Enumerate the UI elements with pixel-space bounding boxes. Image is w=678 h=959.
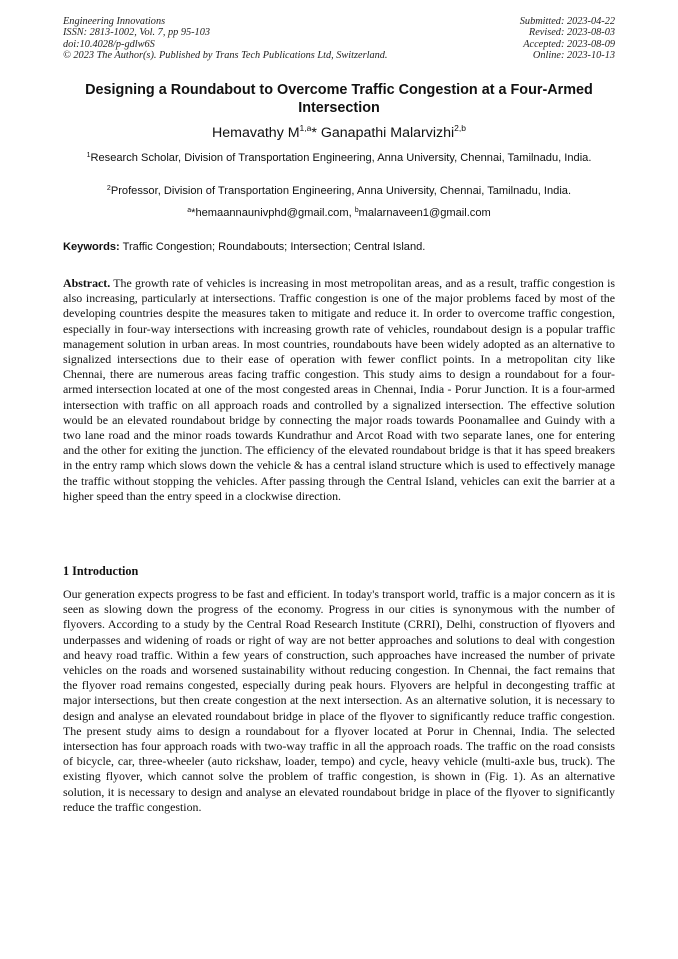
email-superscript: a [187, 207, 192, 214]
corresponding-mark: * [311, 125, 317, 141]
email-superscript: b [354, 207, 359, 214]
email-link[interactable]: *hemaannaunivphd@gmail.com [191, 207, 349, 219]
copyright: © 2023 The Author(s). Published by Trans Tech Publications Ltd, Switzerland. [63, 49, 388, 61]
affiliation-superscript: 2 [106, 185, 111, 192]
author-name: Ganapathi Malarvizhi [320, 125, 455, 141]
keywords-label: Keywords: [63, 241, 120, 253]
doi: doi:10.4028/p-gdlw6S [63, 38, 155, 50]
email-link[interactable]: malarnaveen1@gmail.com [358, 207, 491, 219]
affiliation-1 [63, 151, 615, 166]
introduction-body: Our generation expects progress to be fast and efficient. In today's transport world, traffic is a major concern as it is seen as slowing down the progress of the economy. Progress in our cities is synonymous with the number of flyovers. According to a study by the Central Road Research Institute (CRRI), Delhi, construction of flyovers and underpasses and widening of roads or right of way are not better approaches and solutions to deal with congestion and heavy road traffic. Within a few years of construction, such approaches have increased the number of private vehicles on the roads and worsened sustainability without reducing congestion. In Chennai, the fact remains that the flyover road remains congested, especially during peak hours. Flyovers are helpful in decongesting traffic at major intersections, but then create congestion at the next intersection. As an alternative solution, it is necessary to design and analyse an elevated roundabout bridge in place of the flyover to significantly reduce traffic congestion. The present study aims to design a roundabout for a flyover located at Porur in Chennai, India. The selected intersection has four approach roads with two-way traffic in all the approach roads. The traffic on the road consists of bicycle, car, three-wheeler (auto rickshaw, loader, tempo) and cycle, heavy vehicle (multi-axle bus, truck). The existing flyover, which cannot solve the problem of traffic congestion, is shown in (Fig. 1). As an alternative solution, it is necessary to design and analyse an elevated roundabout bridge in place of the flyover to significantly reduce the traffic congestion. [63, 587, 615, 814]
author-superscript: 1,a [299, 123, 312, 133]
submitted-date: Submitted: 2023-04-22 [519, 16, 615, 27]
affiliation-superscript: 1 [86, 152, 91, 159]
accepted-date: Accepted: 2023-08-09 [523, 38, 615, 50]
affiliation-text: Research Scholar, Division of Transportation Engineering, Anna University, Chennai, Tamilnadu, India. [90, 152, 592, 164]
author-line [63, 124, 615, 142]
keywords [63, 240, 615, 255]
abstract-label: Abstract. [63, 276, 111, 290]
author-superscript: 2,b [454, 123, 466, 133]
affiliation-text: Professor, Division of Transportation Engineering, Anna University, Chennai, Tamilnadu, India. [110, 185, 572, 197]
section-heading: 1 Introduction [63, 564, 139, 578]
paper-title: Designing a Roundabout to Overcome Traffic Congestion at a Four-Armed Intersection [85, 82, 593, 116]
online-date: Online: 2023-10-13 [532, 49, 615, 61]
journal-header-right [415, 16, 615, 61]
journal-header-left [63, 16, 443, 61]
issn: ISSN: 2813-1002, Vol. 7, pp 95-103 [63, 27, 211, 39]
journal-name: Engineering Innovations [63, 16, 166, 27]
abstract [63, 276, 615, 504]
email-line: $^a$*hemaannaunivphd@gmail.com, $^b$malarnaveen1@gmail.com [187, 207, 491, 219]
abstract-text: The growth rate of vehicles is increasing in most metropolitan areas, and as a result, traffic congestion is also increasing, particularly at intersections. Traffic congestion is one of the major problems faced by most of the developing countries despite the measures taken to mitigate and reduce it. In order to overcome traffic congestion, especially in four-way intersections with increasing growth rate of vehicles, roundabout design is a popular traffic management solution in urban areas. In most countries, roundabouts have been widely adopted as an alternative to signalized intersections due to their ease of operation with fewer conflict points. In a metropolitan city like Chennai, there are numerous areas facing traffic congestion. This study aims to design a roundabout for a four-armed intersection located at one of the most congested areas in Chennai, India - Porur Junction. It is a four-armed intersection with traffic on all approach roads and controlled by a signalized intersection. The effective solution would be an elevated roundabout bridge by connecting the major roads towards Poonamallee and Guindy with a two lane road and the minor roads towards Kundrathur and Arcot Road with two separate lanes, one for entering and the other for exiting the junction. The efficiency of the elevated roundabout bridge is that it has speed breakers in the entry ramp which slows down the vehicle & has a central island structure which is used to effectively manage the traffic without stopping the vehicles. After passing through the Central Island, vehicles can exit the barrier at a higher speed than the entry speed in a clockwise direction. [63, 276, 615, 503]
author-name: Hemavathy M [212, 125, 300, 141]
revised-date: Revised: 2023-08-03 [528, 27, 615, 39]
affiliation-2 [63, 184, 615, 199]
keywords-text: Traffic Congestion; Roundabouts; Intersection; Central Island. [122, 241, 426, 253]
